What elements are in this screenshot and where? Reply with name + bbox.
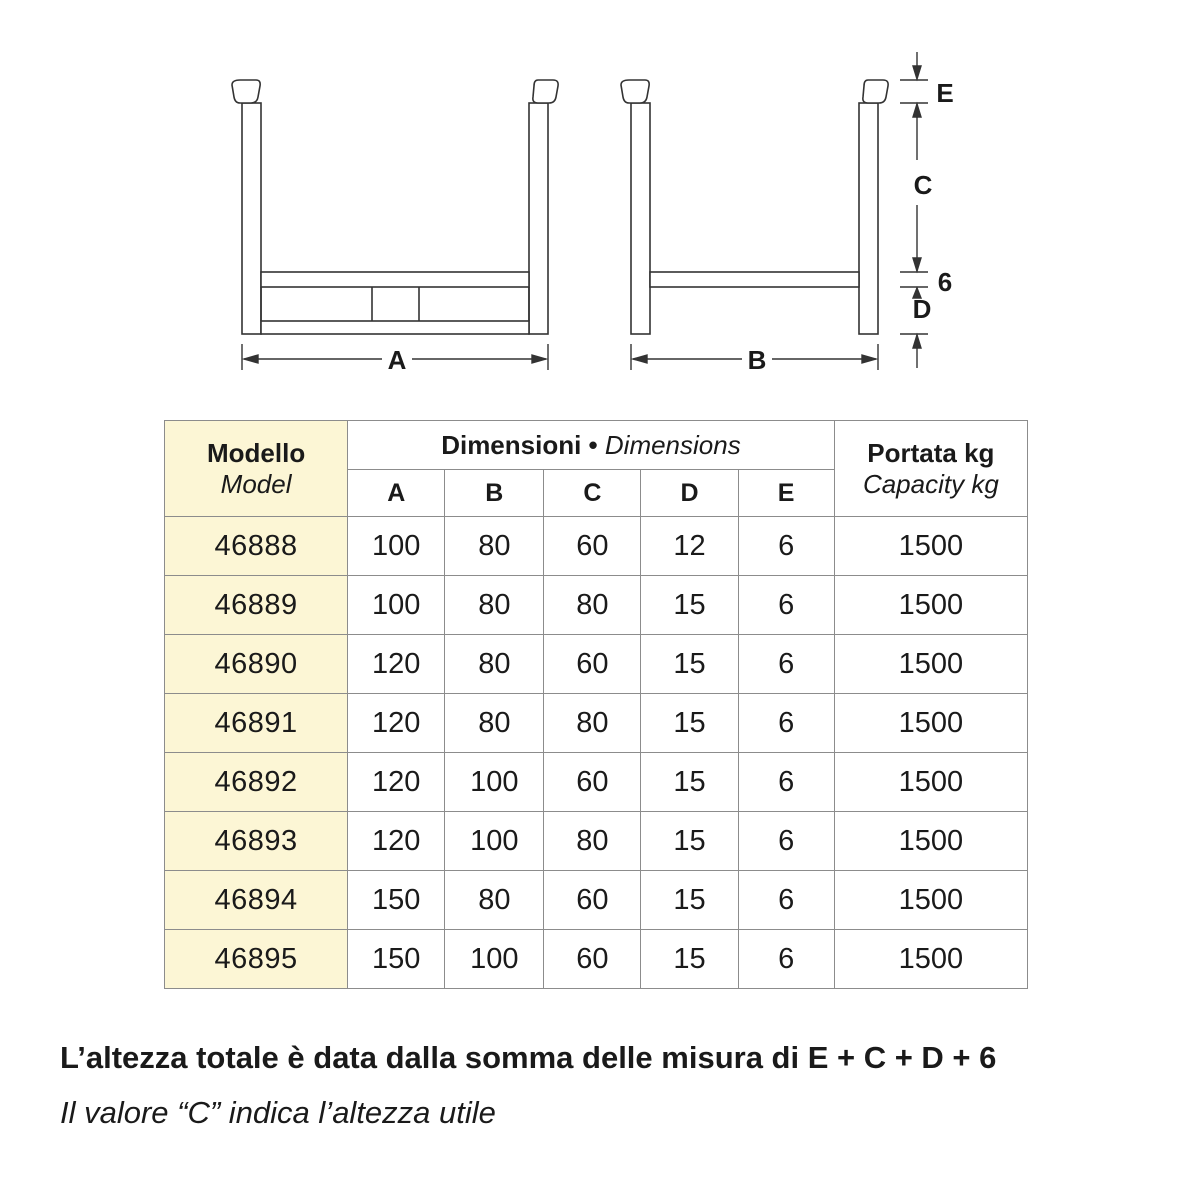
cell-c: 60 [544, 517, 641, 576]
column-header-a: A [348, 470, 445, 517]
useful-height-note: Il valore “C” indica l’altezza utile [60, 1095, 496, 1130]
cell-e: 6 [738, 871, 834, 930]
cell-b: 80 [445, 517, 544, 576]
cell-d: 15 [641, 635, 738, 694]
table-row [165, 871, 1028, 930]
cell-d: 15 [641, 694, 738, 753]
cell-model: 46894 [165, 871, 348, 930]
cell-b: 80 [445, 635, 544, 694]
cell-b: 100 [445, 753, 544, 812]
cell-c: 60 [544, 635, 641, 694]
cell-a: 100 [348, 517, 445, 576]
cell-model: 46892 [165, 753, 348, 812]
cell-e: 6 [738, 753, 834, 812]
cell-b: 100 [445, 812, 544, 871]
model-header-it: Modello [206, 437, 306, 468]
cell-e: 6 [738, 812, 834, 871]
cell-capacity: 1500 [834, 812, 1027, 871]
cell-e: 6 [738, 517, 834, 576]
cell-b: 80 [445, 694, 544, 753]
model-header [165, 421, 348, 517]
cell-a: 150 [348, 871, 445, 930]
dimensions-table [164, 420, 1028, 989]
cell-b: 80 [445, 576, 544, 635]
cell-a: 120 [348, 635, 445, 694]
cell-a: 120 [348, 812, 445, 871]
cell-e: 6 [738, 930, 834, 989]
cell-c: 60 [544, 930, 641, 989]
capacity-header [834, 421, 1027, 517]
dimensions-header-sep: • [581, 429, 605, 460]
cell-model: 46891 [165, 694, 348, 753]
column-header-c: C [544, 470, 641, 517]
dimensions-header-it: Dimensioni [441, 429, 582, 460]
front-view [232, 80, 558, 334]
column-header-e: E [738, 470, 834, 517]
total-height-note: L’altezza totale è data dalla somma delle misura di E + C + D + 6 [60, 1040, 997, 1075]
dim-label-e: E [936, 78, 954, 108]
cell-e: 6 [738, 576, 834, 635]
table-row [165, 576, 1028, 635]
cell-c: 60 [544, 871, 641, 930]
cell-d: 15 [641, 871, 738, 930]
cell-b: 100 [445, 930, 544, 989]
dim-label-d: D [912, 294, 932, 324]
table-row [165, 930, 1028, 989]
cell-capacity: 1500 [834, 871, 1027, 930]
dim-label-a: A [387, 345, 407, 375]
cell-model: 46888 [165, 517, 348, 576]
dimensions-header [348, 421, 835, 470]
cell-capacity: 1500 [834, 753, 1027, 812]
table-row [165, 753, 1028, 812]
cell-e: 6 [738, 635, 834, 694]
cell-d: 15 [641, 930, 738, 989]
cell-capacity: 1500 [834, 930, 1027, 989]
column-header-b: B [445, 470, 544, 517]
cell-d: 15 [641, 753, 738, 812]
cell-a: 150 [348, 930, 445, 989]
table-row [165, 812, 1028, 871]
rack-dimension-drawing [0, 0, 1200, 420]
column-header-d: D [641, 470, 738, 517]
cell-d: 15 [641, 576, 738, 635]
dim-label-c: C [913, 170, 933, 200]
dim-label-six: 6 [937, 267, 953, 297]
cell-capacity: 1500 [834, 635, 1027, 694]
dimensions-header-en: Dimensions [604, 429, 741, 460]
cell-b: 80 [445, 871, 544, 930]
table-row [165, 694, 1028, 753]
cell-a: 120 [348, 694, 445, 753]
header-row [165, 421, 1028, 470]
cell-a: 100 [348, 576, 445, 635]
cell-capacity: 1500 [834, 694, 1027, 753]
cell-capacity: 1500 [834, 576, 1027, 635]
cell-a: 120 [348, 753, 445, 812]
cell-d: 12 [641, 517, 738, 576]
cell-capacity: 1500 [834, 517, 1027, 576]
side-view [621, 80, 888, 334]
capacity-header-it: Portata kg [867, 437, 995, 468]
cell-model: 46895 [165, 930, 348, 989]
dim-label-b: B [747, 345, 767, 375]
cell-c: 80 [544, 812, 641, 871]
cell-c: 80 [544, 694, 641, 753]
table-row [165, 517, 1028, 576]
cell-model: 46889 [165, 576, 348, 635]
cell-e: 6 [738, 694, 834, 753]
cell-c: 60 [544, 753, 641, 812]
capacity-header-en: Capacity kg [862, 468, 999, 499]
cell-model: 46893 [165, 812, 348, 871]
cell-model: 46890 [165, 635, 348, 694]
model-header-en: Model [220, 468, 292, 499]
table-row [165, 635, 1028, 694]
cell-d: 15 [641, 812, 738, 871]
cell-c: 80 [544, 576, 641, 635]
